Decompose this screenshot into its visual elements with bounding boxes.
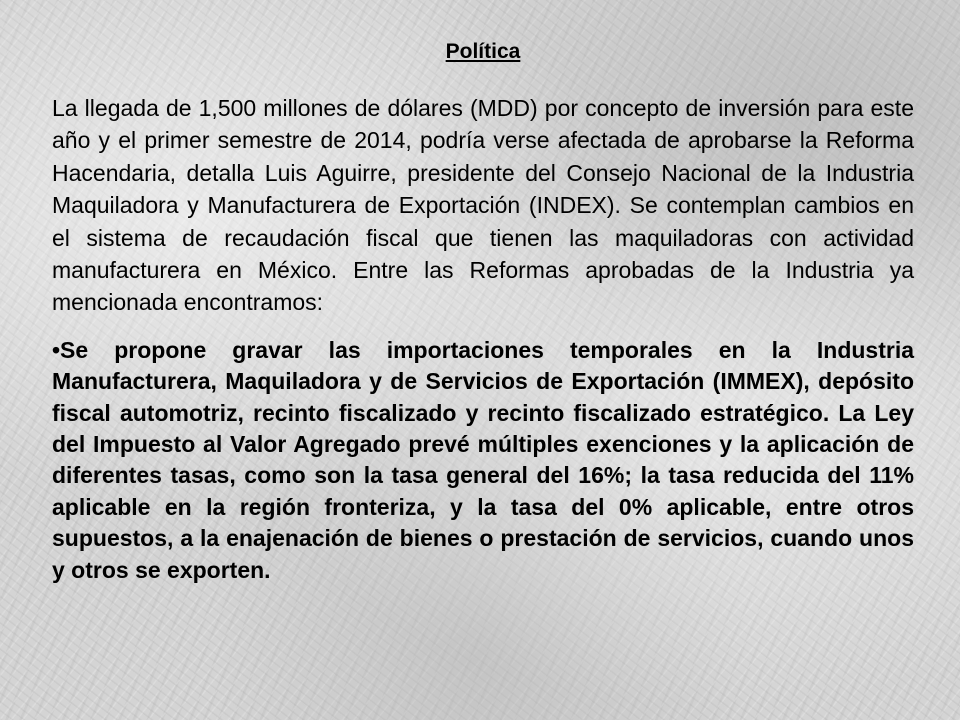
slide-content <box>52 38 914 586</box>
intro-paragraph: La llegada de 1,500 millones de dólares (MDD) por concepto de inversión para este año y el primer semestre de 2014, podría verse afectada de aprobarse la Reforma Hacendaria, detalla Luis Aguirre, presidente del Consejo Nacional de la Industria Maquiladora y Manufacturera de Exportación (INDEX). Se contemplan cambios en el sistema de recaudación fiscal que tienen las maquiladoras con actividad manufacturera en México. Entre las Reformas aprobadas de la Industria ya mencionada encontramos: <box>52 95 914 316</box>
bullet-paragraph: •Se propone gravar las importaciones temporales en la Industria Manufacturera, Maquiladora y de Servicios de Exportación (IMMEX), depósito fiscal automotriz, recinto fiscalizado y recinto fiscalizado estratégico. La Ley del Impuesto al Valor Agregado prevé múltiples exenciones y la aplicación de diferentes tasas, como son la tasa general del 16%; la tasa reducida del 11% aplicable en la región fronteriza, y la tasa del 0% aplicable, entre otros supuestos, a la enajenación de bienes o prestación de servicios, cuando unos y otros se exporten. <box>52 336 914 583</box>
slide-title: Política <box>445 40 521 63</box>
